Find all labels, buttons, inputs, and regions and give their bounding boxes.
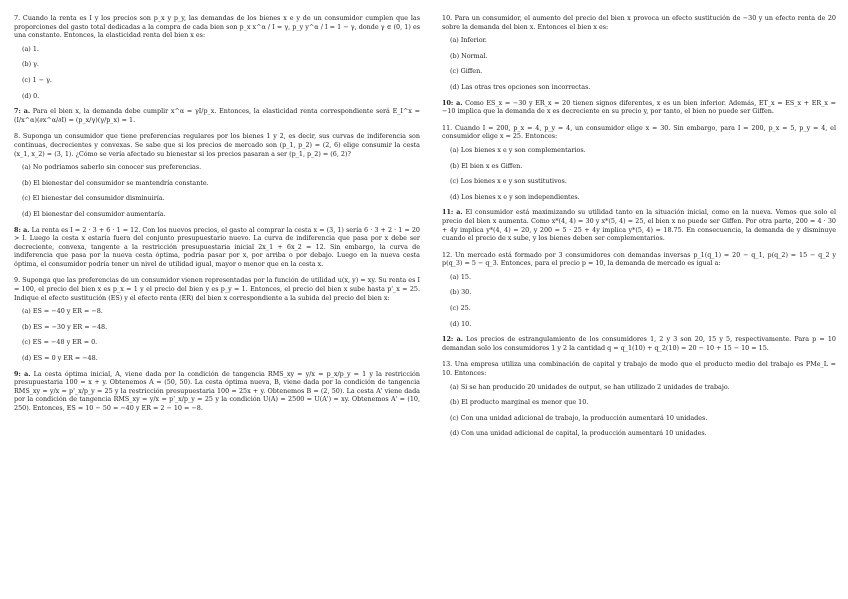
option-b: (b) El bienestar del consumidor se mantendría constante. xyxy=(22,178,209,187)
option-a: (a) Los bienes x e y son complementarios. xyxy=(450,145,586,154)
answer-8 xyxy=(14,226,420,269)
option-d: (d) Los bienes x e y son independientes. xyxy=(450,192,580,201)
question-9-options xyxy=(14,307,420,362)
answer-7 xyxy=(14,107,420,124)
question-10: 10. Para un consumidor, el aumento del precio del bien x provoca un efecto sustitución de −30 y un efecto renta de 20 sobre la demanda del bien x. Entonces el bien x es: xyxy=(442,14,836,31)
option-c: (c) Los bienes x e y son sustitutivos. xyxy=(450,177,567,186)
answer-label: 9: a. xyxy=(14,369,31,378)
option-d: (d) ES = 0 y ER = −48. xyxy=(22,354,98,363)
option-c: (c) ES = −48 y ER = 0. xyxy=(22,338,98,347)
option-d: (d) 0. xyxy=(22,91,40,100)
answer-label: 7: a. xyxy=(14,107,31,116)
option-a: (a) No podríamos saberlo sin conocer sus preferencias. xyxy=(22,163,202,172)
option-a: (a) Inferior. xyxy=(450,36,487,45)
left-column xyxy=(14,14,420,421)
question-12: 12. Un mercado está formado por 3 consumidores con demandas inversas p_1(q_1) = 20 − q_1, p(q_2) = 15 − q_2 y p(q_3) = 5 − q_3. Entonces, para el precio p = 10, la demanda de mercado es igual a: xyxy=(442,250,836,268)
answer-10 xyxy=(442,99,836,116)
option-b: (b) Normal. xyxy=(450,51,488,60)
question-11-options xyxy=(442,146,836,201)
option-d: (d) Las otras tres opciones son incorrectas. xyxy=(450,82,591,91)
answer-text: La cesta óptima inicial, A, viene dada por la condición de tangencia RMS_xy = y/x = p_x/p_y = 1 y la restricción presupuestaria 100 = x + y. Obtenemos A = (50, 50). La cesta óptima nueva, B, viene dada por la condición de tangencia RMS_xy = y/x = p'_x/p_y = 25 y la restricción presupuestaria 100 = 25x + y. Obtenemos B = (2, 50). La cesta A' viene dada por la condición de tangencia RMS_xy = y/x = p'_x/p_y = 25 y la condición U(A) = 2500 = U(A') = xy. Obtenemos A' = (10, 250). Entonces, ES = 10 − 50 = −40 y ER = 2 − 10 = −8. xyxy=(14,369,420,412)
question-12-options xyxy=(442,273,836,328)
option-a: (a) 1. xyxy=(22,44,39,53)
answer-label: 8: a. xyxy=(14,225,30,234)
option-a: (a) ES = −40 y ER = −8. xyxy=(22,307,103,316)
question-7-options xyxy=(14,45,420,100)
question-10-options xyxy=(442,36,836,91)
option-c: (c) El bienestar del consumidor disminuiría. xyxy=(22,194,165,203)
answer-text: El consumidor está maximizando su utilidad tanto en la situación inicial, como en la nueva. Vemos que solo el precio del bien x aumenta. Como x*(4, 4) = 30 y x*(5, 4) = 25, el bien x no puede ser Giffen. Por otra parte, 200 = 4 · 30 + 4y implica y*(4, 4) = 20, y 200 = 5 · 25 + 4y implica y*(5, 4) = 18.75. En consecuencia, la demanda de y disminuye cuando el precio de x sube, y los bienes deben ser complementarios. xyxy=(442,208,836,243)
option-b: (b) ES = −30 y ER = −48. xyxy=(22,322,108,331)
question-11: 11. Cuando I = 200, p_x = 4, p_y = 4, un consumidor elige x = 30. Sin embargo, para I = 200, p_x = 5, p_y = 4, el consumidor elige x = 25. Entonces: xyxy=(442,123,836,141)
option-c: (c) Con una unidad adicional de trabajo, la producción aumentará 10 unidades. xyxy=(450,413,708,422)
answer-12 xyxy=(442,335,836,352)
option-c: (c) 1 − γ. xyxy=(22,75,52,84)
answer-text: Como ES_x = −30 y ER_x = 20 tienen signos diferentes, x es un bien inferior. Además, ET_x = ES_x + ER_x = −10 implica que la demanda de x es decreciente en su precio y, por tanto, el bien no puede ser Giffen. xyxy=(442,98,836,116)
option-a: (a) Si se han producido 20 unidades de output, se han utilizado 2 unidades de trabajo. xyxy=(450,382,730,391)
option-d: (d) 10. xyxy=(450,319,472,328)
option-c: (c) Giffen. xyxy=(450,67,483,76)
answer-label: 12: a. xyxy=(442,335,463,344)
question-8: 8. Suponga un consumidor que tiene preferencias regulares por los bienes 1 y 2, es decir, sus curvas de indiferencia son continuas, decrecientes y convexas. Se sabe que si los precios de mercado son (p_1, p_2) = (2, 6) elige consumir la cesta (x_1, x_2) = (3, 1). ¿Cómo se vería afectado su bienestar si los precios pasaran a ser (p_1, p_2) = (6, 2)? xyxy=(14,132,420,158)
option-b: (b) γ. xyxy=(22,60,39,69)
option-b: (b) 30. xyxy=(450,288,472,297)
answer-text: La renta es I = 2 · 3 + 6 · 1 = 12. Con los nuevos precios, el gasto al comprar la cesta x = (3, 1) sería 6 · 3 + 2 · 1 = 20 > I. Luego la cesta x estaría fuera del conjunto presupuestario nuevo. La curva de indiferencia que pasa por x debe ser decreciente, convexa, tangente a la restricción presupuestaria inicial 2x_1 + 6x_2 = 12. Sin embargo, la curva de indiferencia que pasa por la nueva cesta óptima, podría pasar por x, por arriba o por debajo. Luego en la nueva cesta óptima, el consumidor podría tener un nivel de utilidad igual, mayor o menor que en la cesta x. xyxy=(14,225,420,268)
option-d: (d) El bienestar del consumidor aumentaría. xyxy=(22,209,166,218)
option-d: (d) Con una unidad adicional de capital, la producción aumentará 10 unidades. xyxy=(450,429,707,438)
option-b: (b) El producto marginal es menor que 10. xyxy=(450,398,589,407)
answer-11 xyxy=(442,208,836,242)
answer-text: Los precios de estrangulamiento de los consumidores 1, 2 y 3 son 20, 15 y 5, respectivamente. Para p = 10 demandan solo los consumidores 1 y 2 la cantidad q = q_1(10) + q_2(10) = 20 − 10 + 15 − 10 = 15. xyxy=(442,335,836,352)
question-13: 13. Una empresa utiliza una combinación de capital y trabajo de modo que el producto medio del trabajo es PMe_L = 10. Entonces: xyxy=(442,360,836,378)
answer-label: 10: a. xyxy=(442,98,463,107)
option-c: (c) 25. xyxy=(450,304,471,313)
right-column xyxy=(442,14,836,445)
option-a: (a) 15. xyxy=(450,272,471,281)
question-7: 7. Cuando la renta es I y los precios son p_x y p_y, las demandas de los bienes x e y de un consumidor cumplen que las proporciones del gasto total dedicadas a la compra de cada bien son p_x x^α / I = γ, p_y y^α / I = 1 − γ, donde γ ∈ (0, 1) es una constante. Entonces, la elasticidad renta del bien x es: xyxy=(14,14,420,40)
question-9: 9. Suponga que las preferencias de un consumidor vienen representadas por la función de utilidad u(x, y) = xy. Su renta es I = 100, el precio del bien x es p_x = 1 y el precio del bien y es p_y = 1. Entonces, el precio del bien x sube hasta p'_x = 25. Indique el efecto sustitución (ES) y el efecto renta (ER) del bien x correspondiente a la subida del precio del bien x: xyxy=(14,276,420,302)
answer-text: Para el bien x, la demanda debe cumplir x^α = γI/p_x. Entonces, la elasticidad renta correspondiente será E_I^x = (I/x^α)(∂x^α/∂I) = (p_x/γ)(γ/p_x) = 1. xyxy=(14,107,420,124)
question-13-options xyxy=(442,383,836,438)
option-b: (b) El bien x es Giffen. xyxy=(450,161,523,170)
question-8-options xyxy=(14,163,420,218)
answer-label: 11: a. xyxy=(442,208,463,217)
answer-9 xyxy=(14,370,420,413)
